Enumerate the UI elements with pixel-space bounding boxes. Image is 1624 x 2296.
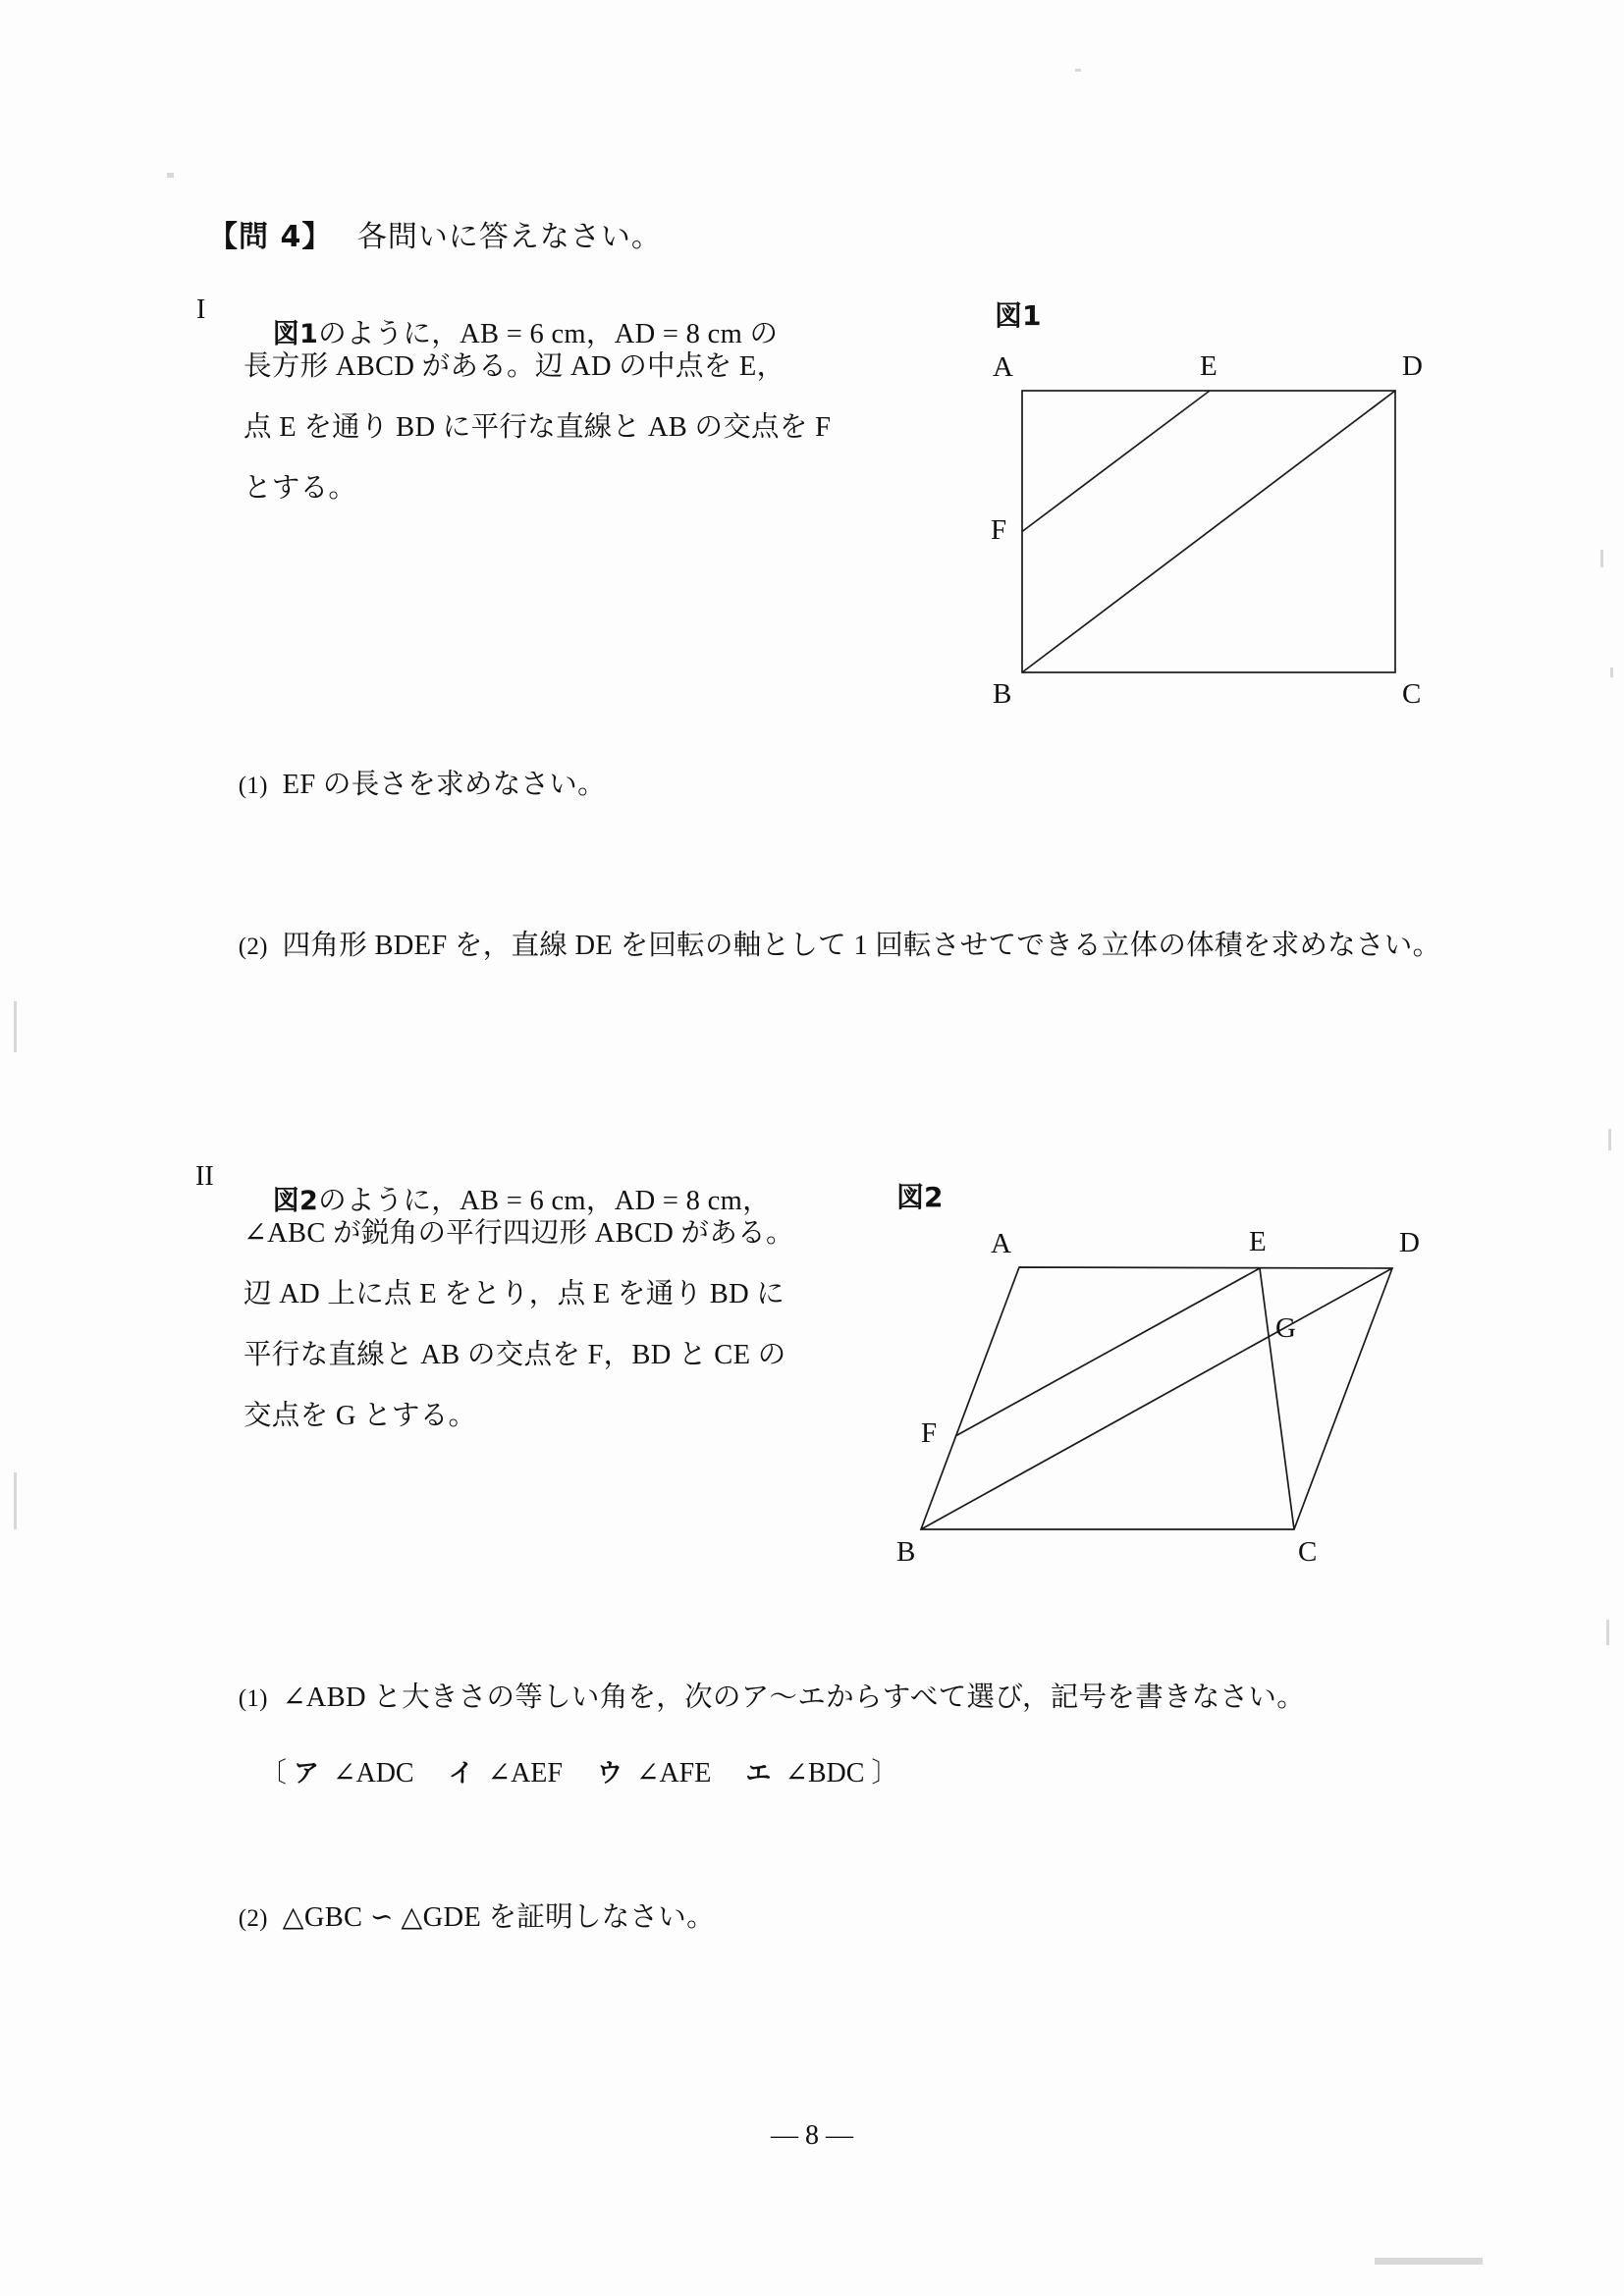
segment-ce <box>1260 1268 1294 1529</box>
choices-close-bracket: 〕 <box>871 1758 899 1789</box>
problem-header <box>175 179 662 289</box>
figure-2 <box>921 1267 1412 1562</box>
figure-1-label-E: E <box>1200 350 1218 382</box>
choice-marker-e[interactable]: エ <box>745 1759 772 1789</box>
section-I-line-4: とする。 <box>244 473 357 504</box>
scan-speck <box>1610 667 1613 677</box>
scan-speck <box>1600 550 1603 567</box>
problem-instruction: 各問いに答えなさい。 <box>356 221 662 253</box>
section-II-line-3: 辺 AD 上に点 E をとり，点 E を通り BD に <box>244 1279 785 1309</box>
question-I-1 <box>209 730 606 833</box>
question-II-2 <box>209 1863 715 1966</box>
page-number: — 8 — <box>771 2120 853 2151</box>
figure-1-label-D: D <box>1402 350 1423 382</box>
section-II-line-2: ∠ABC が鋭角の平行四辺形 ABCD がある。 <box>244 1218 794 1249</box>
question-I-2-text: 四角形 BDEF を，直線 DE を回転の軸として 1 回転させてできる立体の体積を求めなさい。 <box>282 931 1441 961</box>
choice-marker-i[interactable]: イ <box>448 1759 474 1789</box>
scan-speck <box>1608 1129 1611 1150</box>
figure-1-label-B: B <box>993 678 1012 710</box>
figure-1-label-C: C <box>1402 678 1422 710</box>
figure-1 <box>1022 391 1415 685</box>
choice-label-e[interactable]: ∠BDC <box>785 1758 865 1789</box>
figure-2-label-A: A <box>991 1228 1011 1259</box>
scan-speck <box>1375 2258 1483 2265</box>
scan-speck <box>1606 1620 1609 1645</box>
figure-1-label-F: F <box>991 514 1007 546</box>
choice-label-i[interactable]: ∠AEF <box>487 1758 563 1789</box>
question-II-1-text: ∠ABD と大きさの等しい角を，次のア〜エからすべて選び，記号を書きなさい。 <box>282 1682 1305 1713</box>
choice-marker-a[interactable]: ア <box>294 1759 320 1789</box>
figure-1-label-A: A <box>993 351 1013 383</box>
segment-bd <box>1022 391 1395 672</box>
section-I-line-2: 長方形 ABCD がある。辺 AD の中点を E， <box>244 351 785 382</box>
question-I-1-number: (1) <box>238 773 268 799</box>
section-I-line-1-rest: のように，AB = 6 cm，AD = 8 cm の <box>318 318 779 349</box>
segment-bd <box>921 1268 1392 1529</box>
figure-2-label-E: E <box>1249 1226 1267 1257</box>
figure-2-label-D: D <box>1399 1227 1420 1258</box>
choices-open-bracket: 〔 <box>259 1758 288 1789</box>
section-numeral-I: I <box>196 294 206 325</box>
problem-number: 【問 4】 <box>208 220 333 254</box>
figure-ref-2: 図2 <box>272 1185 319 1216</box>
question-II-2-number: (2) <box>238 1905 268 1932</box>
section-II-line-1-rest: のように，AB = 6 cm，AD = 8 cm， <box>318 1185 771 1216</box>
figure-ref-1: 図1 <box>272 318 319 349</box>
choice-marker-u[interactable]: ウ <box>596 1759 623 1789</box>
section-II-line-5: 交点を G とする。 <box>244 1401 477 1431</box>
segment-fe <box>955 1268 1260 1436</box>
question-II-2-text: △GBC ∽ △GDE を証明しなさい。 <box>282 1902 715 1933</box>
question-I-2-number: (2) <box>238 934 268 960</box>
answer-choices <box>232 1720 898 1822</box>
figure-1-caption: 図1 <box>995 299 1042 332</box>
figure-2-label-G: G <box>1275 1312 1296 1344</box>
choice-label-u[interactable]: ∠AFE <box>636 1758 712 1789</box>
question-I-1-text: EF の長さを求めなさい。 <box>282 770 606 800</box>
question-II-1-number: (1) <box>238 1685 268 1712</box>
figure-2-label-B: B <box>896 1536 916 1568</box>
section-I-line-3: 点 E を通り BD に平行な直線と AB の交点を F <box>244 412 832 443</box>
scan-speck <box>14 1472 17 1529</box>
scan-speck <box>1075 69 1081 72</box>
choice-label-a[interactable]: ∠ADC <box>333 1758 414 1789</box>
figure-2-caption: 図2 <box>896 1181 944 1213</box>
scan-speck <box>167 173 174 178</box>
section-numeral-II: II <box>195 1161 214 1192</box>
segment-fe <box>1022 391 1210 532</box>
scan-speck <box>14 1001 17 1052</box>
question-I-2 <box>209 891 1440 994</box>
figure-2-label-F: F <box>921 1417 938 1449</box>
figure-2-label-C: C <box>1298 1536 1318 1568</box>
section-II-line-4: 平行な直線と AB の交点を F，BD と CE の <box>244 1340 786 1370</box>
